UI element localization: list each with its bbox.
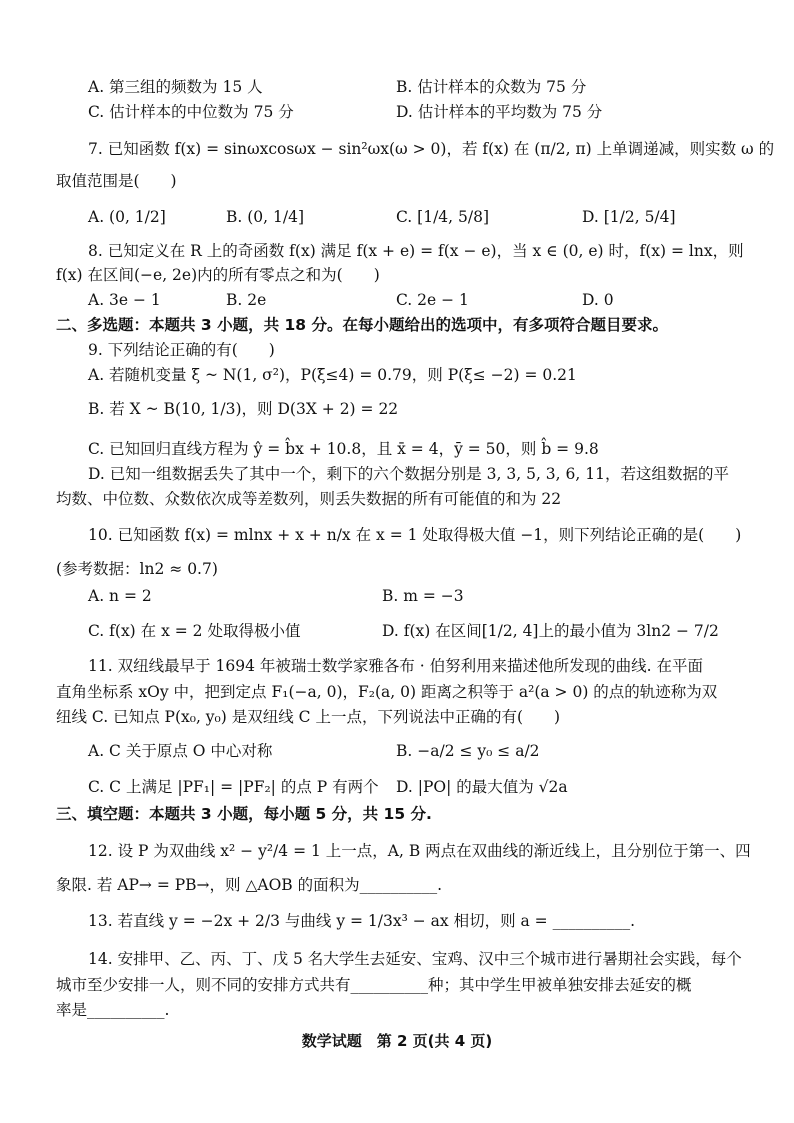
- q11-option-c: C. C 上满足 |PF₁| = |PF₂| 的点 P 有两个: [88, 778, 379, 796]
- q9-option-d-line1: D. 已知一组数据丢失了其中一个，剩下的六个数据分别是 3, 3, 5, 3, 6, 11，若这组数据的平: [88, 465, 729, 483]
- q10-option-d: D. f(x) 在区间[1/2, 4]上的最小值为 3ln2 − 7/2: [382, 622, 719, 640]
- q11-stem-line1: 11. 双纽线最早于 1694 年被瑞士数学家雅各布 · 伯努利用来描述他所发现的曲线. 在平面: [88, 657, 704, 675]
- q6-option-c: C. 估计样本的中位数为 75 分: [88, 103, 294, 121]
- section-3-heading: 三、填空题：本题共 3 小题，每小题 5 分，共 15 分.: [56, 805, 432, 823]
- q7-option-c: C. [1/4, 5/8]: [396, 208, 489, 226]
- q12-line2: 象限. 若 AP→ = PB→，则 △AOB 的面积为__________.: [56, 876, 443, 894]
- q9-option-a: A. 若随机变量 ξ ~ N(1, σ²)，P(ξ≤4) = 0.79，则 P(ξ≤ −2) = 0.21: [88, 366, 577, 384]
- section-2-heading: 二、多选题：本题共 3 小题，共 18 分。在每小题给出的选项中，有多项符合题目要求。: [56, 316, 668, 334]
- q11-stem-line3: 纽线 C. 已知点 P(x₀, y₀) 是双纽线 C 上一点，下列说法中正确的有( ): [56, 708, 561, 726]
- q8-option-d: D. 0: [582, 291, 614, 309]
- q7-option-d: D. [1/2, 5/4]: [582, 208, 676, 226]
- q10-note: (参考数据：ln2 ≈ 0.7): [56, 560, 218, 578]
- q9-option-c: C. 已知回归直线方程为 ŷ = b̂x + 10.8，且 x̄ = 4，ȳ = 50，则 b̂ = 9.8: [88, 440, 599, 458]
- q10-option-a: A. n = 2: [88, 587, 152, 605]
- q14-line3: 率是__________.: [56, 1001, 170, 1019]
- q11-stem-line2: 直角坐标系 xOy 中，把到定点 F₁(−a, 0)，F₂(a, 0) 距离之积等于 a²(a > 0) 的点的轨迹称为双: [56, 683, 718, 701]
- q11-option-b: B. −a/2 ≤ y₀ ≤ a/2: [396, 742, 540, 760]
- q6-option-a: A. 第三组的频数为 15 人: [88, 78, 263, 96]
- q14-line1: 14. 安排甲、乙、丙、丁、戊 5 名大学生去延安、宝鸡、汉中三个城市进行暑期社会实践，每个: [88, 950, 742, 968]
- q9-option-d-line2: 均数、中位数、众数依次成等差数列，则丢失数据的所有可能值的和为 22: [56, 490, 562, 508]
- q9-option-b: B. 若 X ~ B(10, 1/3)，则 D(3X + 2) = 22: [88, 400, 399, 418]
- q11-option-d: D. |PO| 的最大值为 √2a: [396, 778, 568, 796]
- q8-stem: 8. 已知定义在 R 上的奇函数 f(x) 满足 f(x + e) = f(x − e)，当 x ∈ (0, e) 时，f(x) = lnx，则: [88, 242, 744, 260]
- q13-line1: 13. 若直线 y = −2x + 2/3 与曲线 y = 1/3x³ − ax 相切，则 a = __________.: [88, 912, 636, 930]
- q7-stem-cont: 取值范围是( ): [56, 172, 177, 190]
- q12-line1: 12. 设 P 为双曲线 x² − y²/4 = 1 上一点，A, B 两点在双曲线的渐近线上，且分别位于第一、四: [88, 842, 751, 860]
- q10-stem: 10. 已知函数 f(x) = mlnx + x + n/x 在 x = 1 处取得极大值 −1，则下列结论正确的是( ): [88, 526, 742, 544]
- q10-option-c: C. f(x) 在 x = 2 处取得极小值: [88, 622, 301, 640]
- q8-option-a: A. 3e − 1: [88, 291, 161, 309]
- q8-stem-cont: f(x) 在区间(−e, 2e)内的所有零点之和为( ): [56, 266, 380, 284]
- page-footer: 数学试题 第 2 页(共 4 页): [301, 1032, 493, 1050]
- q11-option-a: A. C 关于原点 O 中心对称: [88, 742, 273, 760]
- q7-option-a: A. (0, 1/2]: [88, 208, 166, 226]
- q6-option-b: B. 估计样本的众数为 75 分: [396, 78, 587, 96]
- q6-option-d: D. 估计样本的平均数为 75 分: [396, 103, 603, 121]
- q8-option-b: B. 2e: [226, 291, 267, 309]
- q7-option-b: B. (0, 1/4]: [226, 208, 304, 226]
- q8-option-c: C. 2e − 1: [396, 291, 469, 309]
- q7-stem: 7. 已知函数 f(x) = sinωxcosωx − sin²ωx(ω > 0)，若 f(x) 在 (π/2, π) 上单调递减，则实数 ω 的: [88, 140, 775, 158]
- q9-stem: 9. 下列结论正确的有( ): [88, 341, 275, 359]
- q14-line2: 城市至少安排一人，则不同的安排方式共有__________种；其中学生甲被单独安排去延安的概: [56, 976, 692, 994]
- q10-option-b: B. m = −3: [382, 587, 464, 605]
